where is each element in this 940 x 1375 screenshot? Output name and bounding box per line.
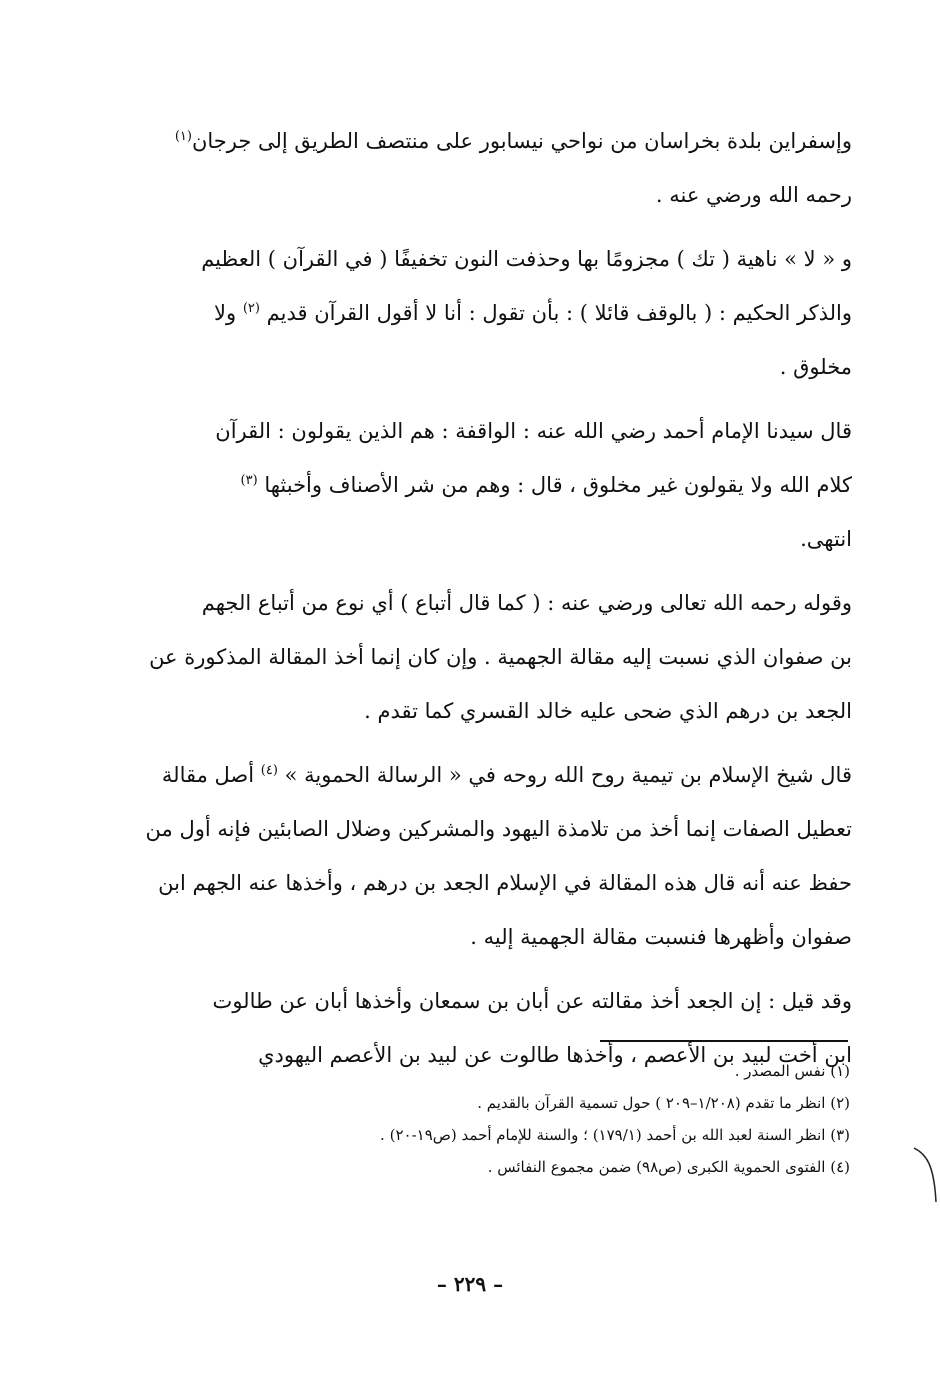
- line-text: تعطيل الصفات إنما أخذ من تلامذة اليهود والمشركين وضلال الصابئين فإنه أول من: [145, 817, 852, 841]
- page-number: – ٢٢٩ –: [436, 1272, 504, 1296]
- text-line: [112, 630, 852, 684]
- line-text: ابن أخت لبيد بن الأعصم ، وأخذها طالوت عن لبيد بن الأعصم اليهودي: [258, 1043, 852, 1067]
- line-text: بن صفوان الذي نسبت إليه مقالة الجهمية . وإن كان إنما أخذ المقالة المذكورة عن: [149, 645, 852, 669]
- paragraph-2: [112, 232, 852, 394]
- footnote-2: [140, 1087, 850, 1119]
- line-text: و « لا » ناهية ( تك ) مجزومًا بها وحذفت النون تخفيفًا ( في القرآن ) العظيم: [201, 247, 852, 271]
- line-text: صفوان وأظهرها فنسبت مقالة الجهمية إليه .: [470, 925, 852, 949]
- line-tail: أصل مقالة: [161, 763, 255, 787]
- paragraph-1: [112, 114, 852, 222]
- footnote-number: (٢): [830, 1094, 850, 1112]
- footnote-4: [140, 1151, 850, 1183]
- footnote-ref: (٢): [242, 301, 260, 316]
- text-line: [112, 684, 852, 738]
- text-line: [112, 286, 852, 340]
- text-line: [112, 114, 852, 168]
- line-text: وقد قيل : إن الجعد أخذ مقالته عن أبان بن سمعان وأخذها أبان عن طالوت: [212, 989, 852, 1013]
- line-text: قال شيخ الإسلام بن تيمية روح الله روحه في « الرسالة الحموية »: [284, 763, 852, 787]
- paragraph-3: [112, 404, 852, 566]
- footnote-text: انظر السنة لعبد الله بن أحمد (١٧٩/١) ؛ والسنة للإمام أحمد (ص١٩-٢٠) .: [380, 1126, 826, 1144]
- line-text: حفظ عنه أنه قال هذه المقالة في الإسلام الجعد بن درهم ، وأخذها عنه الجهم ابن: [158, 871, 852, 895]
- line-text: انتهى.: [800, 527, 852, 551]
- main-text: [112, 114, 852, 1082]
- footnote-ref: (١): [174, 129, 192, 144]
- footnote-number: (٣): [830, 1126, 850, 1144]
- line-text: والذكر الحكيم : ( بالوقف قائلا ) : بأن تقول : أنا لا أقول القرآن قديم: [266, 301, 852, 325]
- footnote-text: الفتوى الحموية الكبرى (ص٩٨) ضمن مجموع النفائس .: [487, 1158, 826, 1176]
- footnotes: [140, 1055, 850, 1183]
- footnote-ref: (٣): [240, 473, 258, 488]
- text-line: [112, 512, 852, 566]
- footnote-number: (١): [830, 1062, 850, 1080]
- line-tail: ولا: [214, 301, 237, 325]
- line-text: وقوله رحمه الله تعالى ورضي عنه : ( كما قال أتباع ) أي نوع من أتباع الجهم: [201, 591, 852, 615]
- line-text: مخلوق .: [779, 355, 852, 379]
- footnote-text: نفس المصدر .: [734, 1062, 826, 1080]
- text-line: [112, 748, 852, 802]
- paragraph-4: [112, 576, 852, 738]
- text-line: [112, 232, 852, 286]
- line-text: رحمه الله ورضي عنه .: [655, 183, 852, 207]
- text-line: [112, 576, 852, 630]
- text-line: [112, 910, 852, 964]
- text-line: [112, 974, 852, 1028]
- line-text: كلام الله ولا يقولون غير مخلوق ، قال : وهم من شر الأصناف وأخبثها: [264, 473, 852, 497]
- line-text: الجعد بن درهم الذي ضحى عليه خالد القسري كما تقدم .: [364, 699, 852, 723]
- footnote-1: [140, 1055, 850, 1087]
- footnote-number: (٤): [830, 1158, 850, 1176]
- text-line: [112, 458, 852, 512]
- paragraph-5: [112, 748, 852, 964]
- text-line: [112, 340, 852, 394]
- footnote-ref: (٤): [260, 763, 278, 778]
- page-edge-mark: [912, 1140, 938, 1210]
- text-line: [112, 168, 852, 222]
- footnote-3: [140, 1119, 850, 1151]
- text-line: [112, 856, 852, 910]
- line-text: قال سيدنا الإمام أحمد رضي الله عنه : الواقفة : هم الذين يقولون : القرآن: [215, 419, 852, 443]
- footnote-separator: [600, 1040, 848, 1042]
- text-line: [112, 802, 852, 856]
- line-text: وإسفراين بلدة بخراسان من نواحي نيسابور على منتصف الطريق إلى جرجان: [191, 129, 852, 153]
- footnote-text: انظر ما تقدم (١/٢٠٨–٢٠٩ ) حول تسمية القرآن بالقديم .: [477, 1094, 826, 1112]
- text-line: [112, 404, 852, 458]
